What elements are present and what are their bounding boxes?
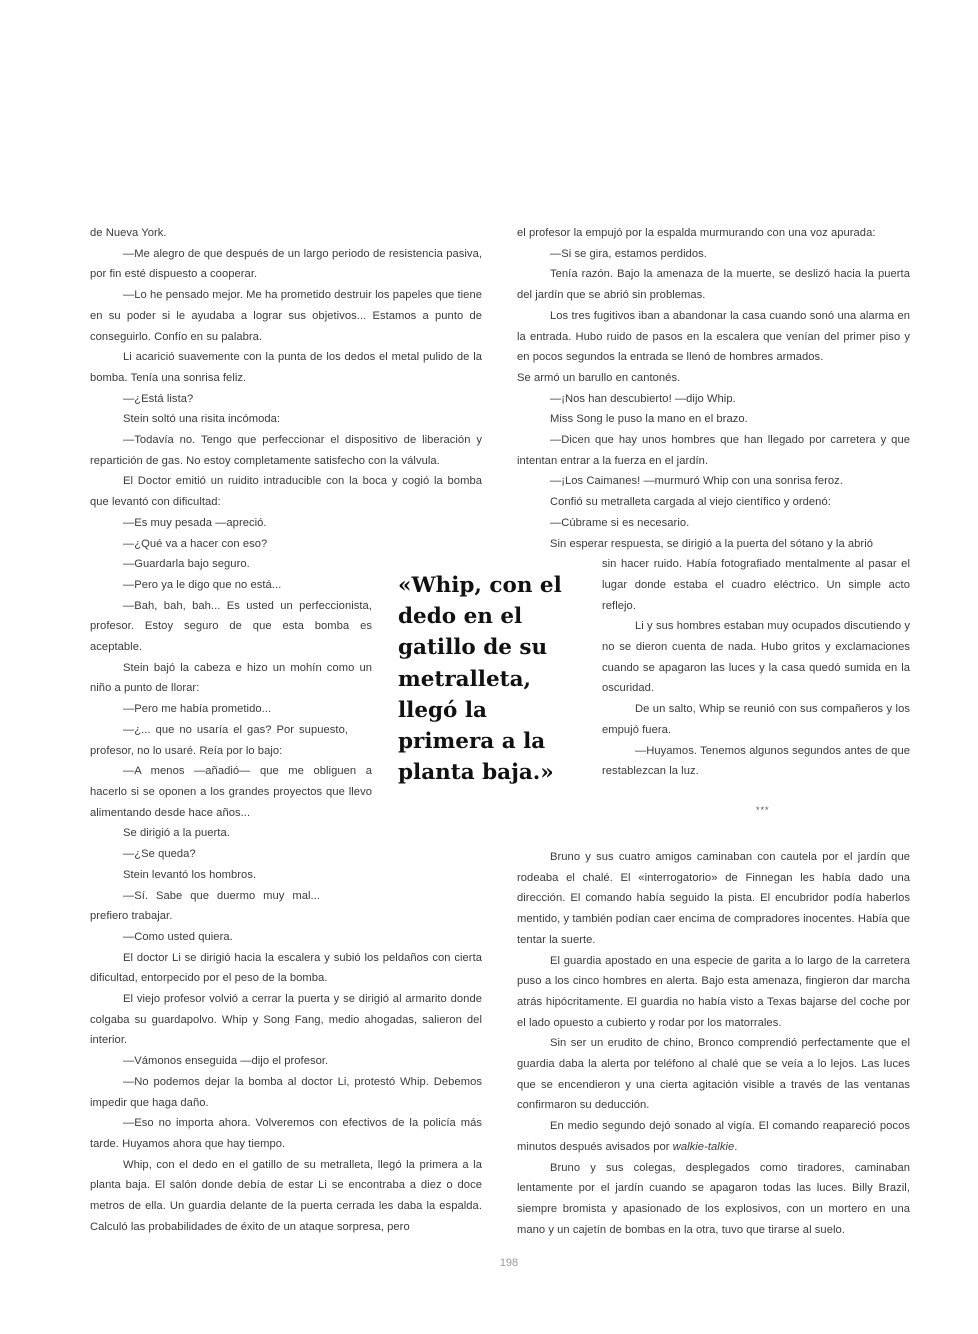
italic-term: walkie-talkie: [672, 1140, 735, 1153]
right-text-column-bottom: [517, 847, 910, 1240]
paragraph: Tenía razón. Bajo la amenaza de la muerte, se deslizó hacia la puerta del jardín que se abrió sin problemas.: [517, 268, 910, 302]
paragraph: Confió su metralleta cargada al viejo científico y ordenó:: [550, 496, 831, 509]
paragraph: Li acarició suavemente con la punta de los dedos el metal pulido de la bomba. Tenía una sonrisa feliz.: [90, 351, 482, 384]
paragraph: de Nueva York.: [90, 227, 167, 239]
paragraph: El doctor Li se dirigió hacia la escalera y subió los peldaños con cierta dificultad, entorpecido por el peso de la bomba.: [90, 951, 482, 985]
paragraph-text: En medio segundo dejó sonado al vigía. El comando reapareció pocos minutos después avisados por: [517, 1120, 910, 1153]
paragraph: —¡Nos han descubierto! —dijo Whip.: [550, 392, 736, 405]
paragraph: El Doctor emitió un ruidito intraducible con la boca y cogió la bomba que levantó con dificultad:: [90, 475, 482, 509]
paragraph: [517, 1116, 910, 1157]
paragraph: Whip, con el dedo en el gatillo de su metralleta, llegó la primera a la planta baja. El salón donde debía de estar Li se encontraba a diez o doce metros de ella. Un guardia delante de la puerta cerrada les daba la espalda. Calculó las probabilidades de éxito de un ataque sorpresa, pero: [90, 1158, 482, 1233]
paragraph: —Pero me había prometido...: [123, 703, 272, 716]
paragraph: Sin esperar respuesta, se dirigió a la puerta del sótano y la abrió: [550, 537, 874, 550]
paragraph: Stein soltó una risita incómoda:: [123, 413, 281, 426]
paragraph: —Vámonos enseguida —dijo el profesor.: [123, 1055, 329, 1068]
pull-quote: «Whip, con el dedo en el gatillo de su metralleta, llegó la primera a la planta baja.»: [398, 573, 562, 786]
paragraph: Los tres fugitivos iban a abandonar la casa cuando sonó una alarma en la entrada. Hubo ruido de pasos en la escalera que venían del primer piso y en pocos segundos la entrada se llenó de hombres armados.: [517, 309, 910, 364]
paragraph: el profesor la empujó por la espalda murmurando con una voz apurada:: [517, 227, 876, 239]
paragraph: —¿Qué va a hacer con eso?: [123, 537, 268, 550]
paragraph: De un salto, Whip se reunió con sus compañeros y los empujó fuera.: [602, 703, 910, 736]
paragraph: —Sí. Sabe que duermo muy mal... prefiero trabajar.: [90, 889, 320, 923]
paragraph: Bruno y sus cuatro amigos caminaban con cautela por el jardín que rodeaba el chalé. El «interrogatorio» de Finnegan les había dado una dirección. El comando había seguido la pista. El encubridor podía haberlos mentido, y también podían caer encima de compradores inocentes. Había que tentar la suerte.: [517, 851, 910, 946]
paragraph: Stein levantó los hombros.: [123, 868, 257, 881]
paragraph: El guardia apostado en una especie de garita a lo largo de la carretera puso a los cinco hombres en alerta. Bajo esta amenaza, fingieron dar marcha atrás hipócritamente. El guardia no había visto a Texas bajarse del coche por el lado opuesto a cubierto y rodar por los matorrales.: [517, 954, 910, 1029]
paragraph: Sin ser un erudito de chino, Bronco comprendió perfectamente que el guardia daba la alerta por teléfono al chalé que se veía a lo lejos. Las luces que se encendieron y una cierta agitación visible a través de las ventanas confirmaron su deducción.: [517, 1037, 910, 1112]
paragraph: —Lo he pensado mejor. Me ha prometido destruir los papeles que tiene en su poder si le ayudaba a lograr sus objetivos... Estamos a punto de conseguirlo. Confío en su palabra.: [90, 289, 482, 343]
paragraph: Stein bajó la cabeza e hizo un mohín como un niño a punto de llorar:: [90, 661, 372, 695]
paragraph: —No podemos dejar la bomba al doctor Li, protestó Whip. Debemos impedir que haga daño.: [90, 1075, 482, 1109]
paragraph: —A menos —añadió— que me obliguen a hacerlo si se oponen a los grandes proyectos que llevo alimentando desde hace años...: [90, 765, 372, 819]
paragraph: —Dicen que hay unos hombres que han llegado por carretera y que intentan entrar a la fuerza en el jardín.: [517, 434, 910, 467]
paragraph: —¡Los Caimanes! —murmuró Whip con una sonrisa feroz.: [550, 475, 843, 488]
page-number: 198: [499, 1257, 519, 1269]
paragraph: Li y sus hombres estaban muy ocupados discutiendo y no se dieron cuenta de nada. Hubo gritos y exclamaciones cuando se apagaron las luces y la casa quedó sumida en la oscuridad.: [602, 620, 910, 695]
paragraph: —Eso no importa ahora. Volveremos con efectivos de la policía más tarde. Huyamos ahora que hay tiempo.: [90, 1117, 482, 1150]
paragraph: —¿Se queda?: [123, 848, 196, 861]
paragraph: Miss Song le puso la mano en el brazo.: [550, 413, 748, 426]
paragraph-text: .: [734, 1140, 738, 1153]
paragraph: —Cúbrame si es necesario.: [550, 516, 690, 529]
paragraph: sin hacer ruido. Había fotografiado mentalmente al pasar el lugar donde estaba el cuadro eléctrico. Un simple acto reflejo.: [602, 558, 910, 612]
paragraph: Se dirigió a la puerta.: [123, 827, 230, 840]
paragraph: —¿Está lista?: [123, 392, 194, 405]
paragraph: —Es muy pesada —apreció.: [123, 516, 267, 529]
paragraph: —Huyamos. Tenemos algunos segundos antes de que restablezcan la luz.: [602, 744, 910, 778]
paragraph: —Si se gira, estamos perdidos.: [550, 247, 707, 260]
paragraph: El viejo profesor volvió a cerrar la puerta y se dirigió al armarito donde colgaba su guardapolvo. Whip y Song Fang, medio ahogadas, salieron del interior.: [90, 993, 482, 1047]
paragraph: —¿... que no usaría el gas? Por supuesto, profesor, no lo usaré. Reía por lo bajo:: [90, 723, 348, 757]
paragraph: —Bah, bah, bah... Es usted un perfeccionista, profesor. Estoy seguro de que esta bomba es aceptable.: [90, 599, 372, 654]
paragraph: Se armó un barullo en cantonés.: [517, 371, 681, 384]
section-separator: ***: [756, 805, 770, 815]
paragraph: —Me alegro de que después de un largo periodo de resistencia pasiva, por fin esté dispuesto a cooperar.: [90, 247, 482, 281]
paragraph: —Guardarla bajo seguro.: [123, 558, 250, 571]
paragraph: Bruno y sus colegas, desplegados como tiradores, caminaban lentamente por el jardín cuando se apagaron todas las luces. Billy Brazil, siempre bromista y apasionado de los explosivos, con un mortero en una mano y un cajetín de bombas en la otra, tuvo que tirarse al suelo.: [517, 1161, 910, 1236]
paragraph: —Todavía no. Tengo que perfeccionar el dispositivo de liberación y repartición de gas. No estoy completamente satisfecho con la válvula.: [90, 434, 482, 467]
paragraph: —Pero ya le digo que no está...: [123, 578, 282, 591]
paragraph: —Como usted quiera.: [123, 930, 233, 943]
